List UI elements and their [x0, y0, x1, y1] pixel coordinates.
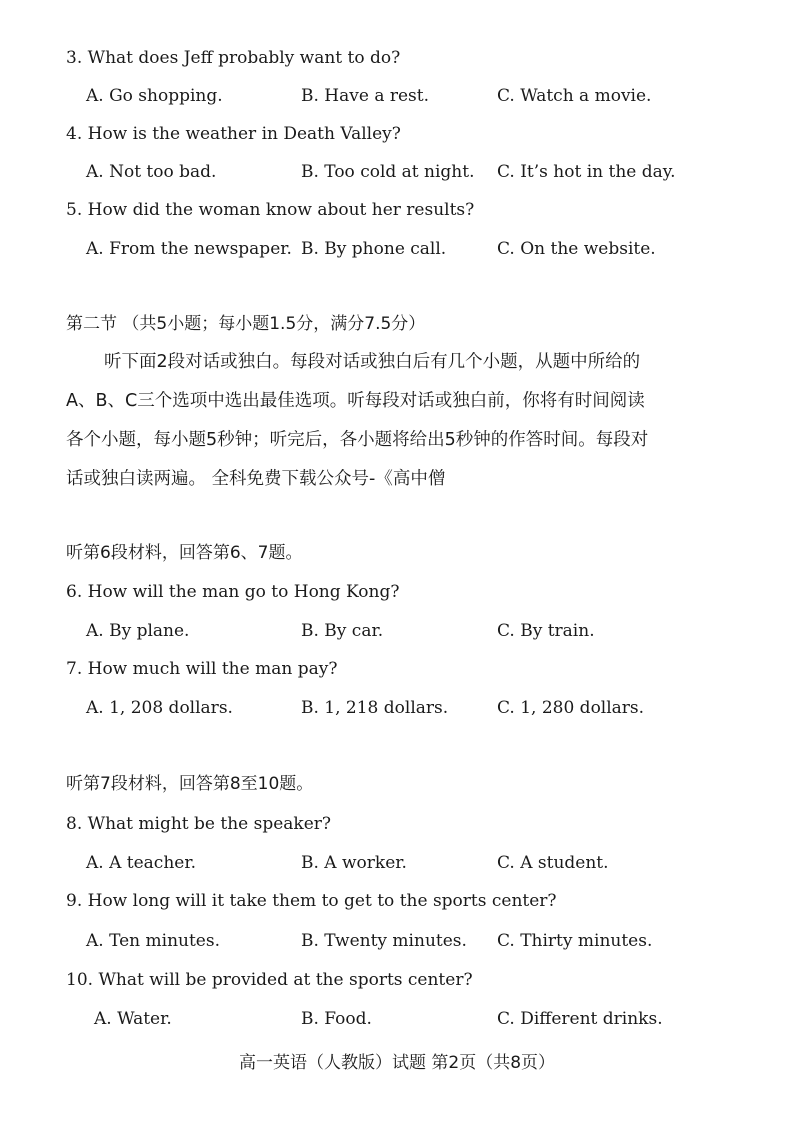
option-c: C. Thirty minutes.: [497, 931, 653, 951]
option-b: B. Have a rest.: [301, 86, 430, 106]
option-a: A. By plane.: [86, 621, 190, 641]
option-b: B. Food.: [301, 1009, 372, 1029]
option-a: A. From the newspaper.: [86, 239, 292, 259]
option-a: A. A teacher.: [86, 853, 196, 873]
question-3-stem: 3. What does Jeff probably want to do?: [66, 48, 401, 68]
option-c: C. On the website.: [497, 239, 656, 259]
option-c: C. Watch a movie.: [497, 86, 652, 106]
option-c: C. By train.: [497, 621, 595, 641]
option-a: A. Water.: [94, 1009, 172, 1029]
section-heading: 第二节 （共5小题；每小题1.5分，满分7.5分）: [66, 314, 426, 334]
option-b: B. By car.: [301, 621, 384, 641]
question-10-stem: 10. What will be provided at the sports center?: [66, 970, 473, 990]
question-5-stem: 5. How did the woman know about her results?: [66, 200, 475, 220]
question-6-stem: 6. How will the man go to Hong Kong?: [66, 582, 400, 602]
option-b: B. A worker.: [301, 853, 407, 873]
instruction-line-2: A、B、C三个选项中选出最佳选项。听每段对话或独白前，你将有时间阅读: [66, 391, 645, 411]
material-7-intro: 听第7段材料，回答第8至10题。: [66, 774, 314, 794]
page-footer: 高一英语（人教版）试题 第2页（共8页）: [238, 1053, 556, 1073]
option-b: B. By phone call.: [301, 239, 447, 259]
option-a: A. Go shopping.: [86, 86, 223, 106]
question-9-stem: 9. How long will it take them to get to the sports center?: [66, 891, 557, 911]
option-b: B. 1, 218 dollars.: [301, 698, 449, 718]
material-6-intro: 听第6段材料，回答第6、7题。: [66, 543, 303, 563]
option-c: C. It’s hot in the day.: [497, 162, 676, 182]
option-a: A. Ten minutes.: [86, 931, 220, 951]
option-b: B. Twenty minutes.: [301, 931, 467, 951]
option-c: C. 1, 280 dollars.: [497, 698, 645, 718]
question-4-stem: 4. How is the weather in Death Valley?: [66, 124, 401, 144]
option-c: C. A student.: [497, 853, 609, 873]
instruction-line-3: 各个小题，每小题5秒钟；听完后，各小题将给出5秒钟的作答时间。每段对: [66, 430, 649, 450]
option-a: A. 1, 208 dollars.: [86, 698, 233, 718]
question-8-stem: 8. What might be the speaker?: [66, 814, 332, 834]
instruction-line-1: 听下面2段对话或独白。每段对话或独白后有几个小题，从题中所给的: [104, 352, 641, 372]
option-a: A. Not too bad.: [86, 162, 217, 182]
option-c: C. Different drinks.: [497, 1009, 663, 1029]
question-7-stem: 7. How much will the man pay?: [66, 659, 338, 679]
option-b: B. Too cold at night.: [301, 162, 475, 182]
instruction-line-4: 话或独白读两遍。 全科免费下载公众号-《高中僧: [66, 469, 446, 489]
